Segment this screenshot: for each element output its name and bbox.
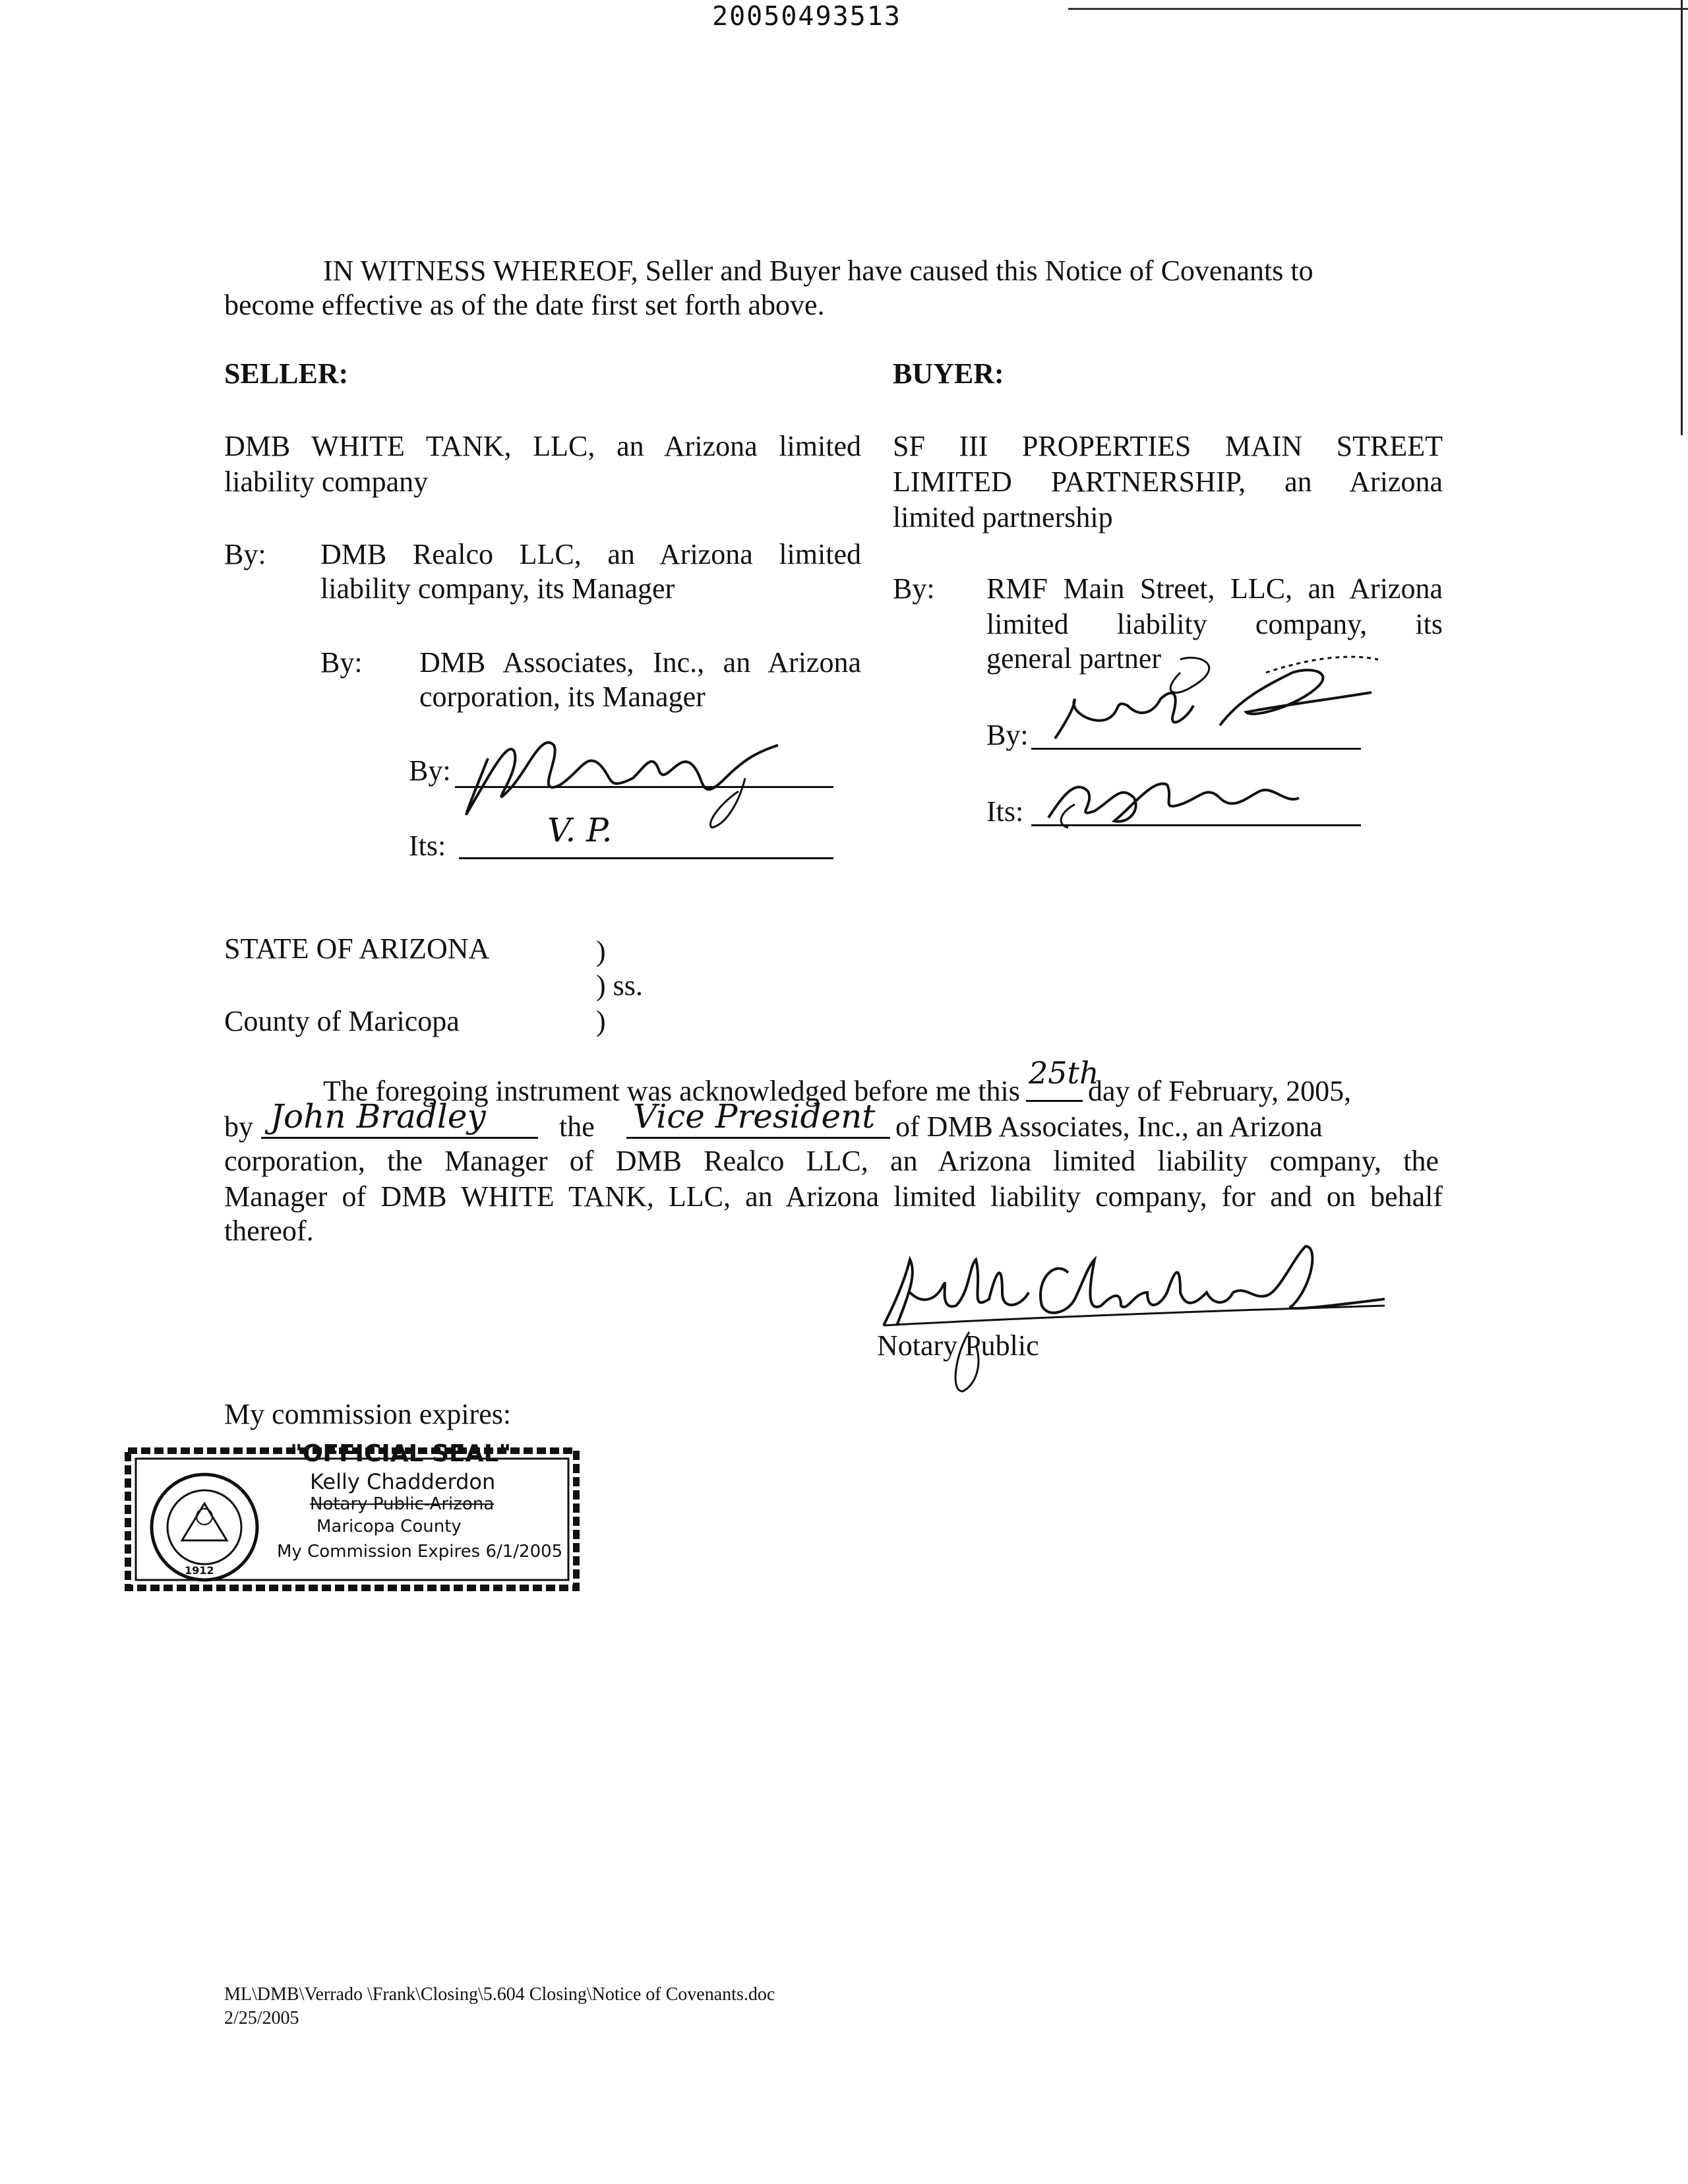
buyer-its-signature [1035, 758, 1325, 831]
ack-line-3: corporation, the Manager of DMB Realco LLC, an Arizona limited liability company, the [224, 1145, 1439, 1177]
seal-title: "OFFICIAL SEAL" [290, 1440, 512, 1467]
buyer-sig-its-label: Its: [986, 795, 1024, 828]
document-number: 20050493513 [712, 1, 901, 32]
buyer-entity-line-2: LIMITED PARTNERSHIP, an Arizona [893, 466, 1443, 498]
seal-line-4: Maricopa County [316, 1517, 462, 1536]
seal-line-3: Notary Public-Arizona [310, 1494, 495, 1514]
seller-by2-line-1: DMB Associates, Inc., an Arizona [419, 646, 861, 679]
seller-entity-line-2: liability company [224, 466, 429, 498]
top-edge-rule [1068, 8, 1688, 10]
seller-its-line [459, 857, 833, 859]
seller-by1-line-2: liability company, its Manager [320, 572, 675, 605]
state-paren: ) [596, 935, 606, 967]
ack-title-line [626, 1137, 890, 1139]
ack-day-line [1026, 1100, 1083, 1102]
seller-heading: SELLER: [224, 357, 349, 390]
ss-label: ) ss. [596, 969, 643, 1002]
buyer-signature [1029, 646, 1437, 765]
right-edge-rule [1681, 0, 1683, 435]
notary-public-label: Notary Public [877, 1329, 1039, 1362]
notary-signature [870, 1233, 1398, 1405]
ack-day-handwritten: 25th [1029, 1055, 1099, 1091]
ack-text-2b: of DMB Associates, Inc., an Arizona [895, 1110, 1323, 1143]
seller-its-handwritten: V. P. [547, 811, 613, 849]
buyer-heading: BUYER: [893, 357, 1004, 390]
buyer-sig-by-label: By: [986, 719, 1029, 751]
ack-name-line [261, 1137, 538, 1139]
ack-text-1b: day of February, 2005, [1088, 1075, 1352, 1107]
footer-path: ML\DMB\Verrado \Frank\Closing\5.604 Closing\Notice of Covenants.doc [224, 1984, 775, 2005]
official-seal-stamp [119, 1424, 587, 1597]
state-line: STATE OF ARIZONA [224, 932, 490, 965]
county-line: County of Maricopa [224, 1005, 460, 1037]
seal-name: Kelly Chadderdon [310, 1469, 496, 1494]
ack-line-5: thereof. [224, 1215, 314, 1247]
ack-text-1: The foregoing instrument was acknowledged before me this [323, 1075, 1020, 1107]
ack-by: by [224, 1110, 253, 1143]
seal-line-5: My Commission Expires 6/1/2005 [277, 1542, 563, 1562]
seller-by2-label: By: [320, 646, 363, 679]
seller-sig-its-label: Its: [409, 830, 446, 862]
county-paren: ) [596, 1005, 606, 1037]
buyer-by-line-3: general partner [986, 642, 1162, 675]
commission-label: My commission expires: [224, 1398, 512, 1430]
seller-by1-line-1: DMB Realco LLC, an Arizona limited [320, 538, 861, 570]
buyer-by-line-1: RMF Main Street, LLC, an Arizona [986, 572, 1443, 605]
seller-signature [448, 712, 818, 831]
seller-by1-label: By: [224, 538, 266, 570]
seal-emblem-year: 1912 [185, 1564, 214, 1577]
seller-by2-line-2: corporation, its Manager [419, 681, 706, 713]
buyer-entity-line-3: limited partnership [893, 501, 1113, 533]
seller-sig-by-label: By: [409, 754, 451, 787]
ack-name-handwritten: John Bradley [270, 1097, 486, 1136]
ack-title-handwritten: Vice President [633, 1097, 876, 1136]
buyer-by-line-2: limited liability company, its [986, 608, 1443, 640]
ack-line-4: Manager of DMB WHITE TANK, LLC, an Arizona limited liability company, for and on behalf [224, 1180, 1443, 1213]
buyer-by-label: By: [893, 572, 935, 605]
witness-line-1: IN WITNESS WHEREOF, Seller and Buyer have caused this Notice of Covenants to [323, 255, 1313, 287]
witness-line-2: become effective as of the date first set forth above. [224, 289, 825, 321]
seller-entity-line-1: DMB WHITE TANK, LLC, an Arizona limited [224, 430, 861, 462]
ack-the: the [559, 1110, 595, 1143]
footer-date: 2/25/2005 [224, 2008, 299, 2028]
buyer-entity-line-1: SF III PROPERTIES MAIN STREET [893, 430, 1443, 462]
